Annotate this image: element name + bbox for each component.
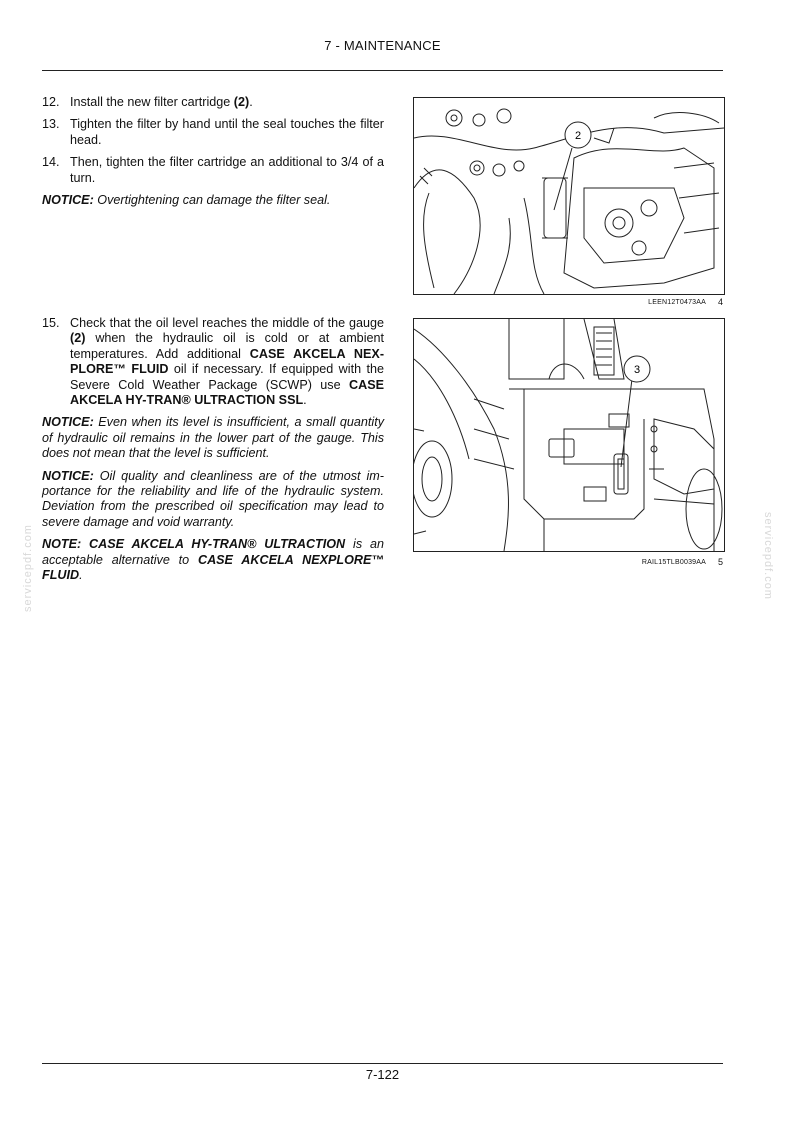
oil-level-steps <box>42 316 384 591</box>
watermark-left: servicepdf.com <box>22 524 34 612</box>
filter-steps <box>42 95 384 215</box>
callout-label: 2 <box>574 130 582 142</box>
footer-rule <box>42 1063 723 1064</box>
callout-leader <box>554 148 572 210</box>
page-number: 7-122 <box>365 1067 400 1082</box>
gauge-illustration <box>414 319 724 551</box>
step-number: 14. <box>42 155 60 170</box>
figure-oil-gauge <box>413 318 725 552</box>
page-header: 7 - MAINTENANCE <box>324 38 441 53</box>
step-number: 13. <box>42 117 60 132</box>
step-number: 15. <box>42 316 60 330</box>
step-15: 15. Check that the oil level reaches the middle of the gauge (2) when the hydraulic oil is cold or at ambient temperatures. Add additional CASE AKCELA NEXPLORE™ FLUID oil if necessary. If equipped with the Severe Cold Weather Package (SCWP) use CASE AKCELA HY-TRAN® ULTRACTION SSL. <box>42 316 385 408</box>
filter-illustration <box>414 98 724 294</box>
step-number: 12. <box>42 95 60 109</box>
header-rule <box>42 70 723 71</box>
watermark-right: servicepdf.com <box>762 512 774 600</box>
notice-insufficient-level: NOTICE: Even when its level is insufficient, a small quantity of hydraulic oil remains in the lower part of the gauge. This does not mean that the level is sufficient. <box>42 415 384 461</box>
figure-number: 4 <box>718 297 724 307</box>
note-alternative-fluid: NOTE: CASE AKCELA HY-TRAN® ULTRACTION is an acceptable alternative to CASE AKCELA NEXPLORE™ FLUID. <box>42 537 384 583</box>
callout-label: 3 <box>633 364 641 376</box>
notice-oil-quality: NOTICE: Oil quality and cleanliness are of the utmost importance for the reliability and life of the hydraulic system. Deviation from the prescribed oil specification may lead to severe damage and void warranty. <box>42 468 384 529</box>
figure-code: LEEN12T0473AA <box>648 299 706 306</box>
figure-filter-cartridge <box>413 97 725 295</box>
step-13 <box>42 117 384 148</box>
figure-code: RAIL15TLB0039AA <box>641 559 706 566</box>
notice-overtightening: NOTICE: Overtightening can damage the filter seal. <box>42 193 331 208</box>
step-text: Tighten the filter by hand until the seal touches the filter head. <box>70 117 384 147</box>
step-text: Then, tighten the filter cartridge an additional to 3/4 of a turn. <box>70 155 384 185</box>
step-14 <box>42 155 384 186</box>
step-12: 12. Install the new filter cartridge (2). <box>42 95 253 109</box>
figure-number: 5 <box>718 557 724 567</box>
